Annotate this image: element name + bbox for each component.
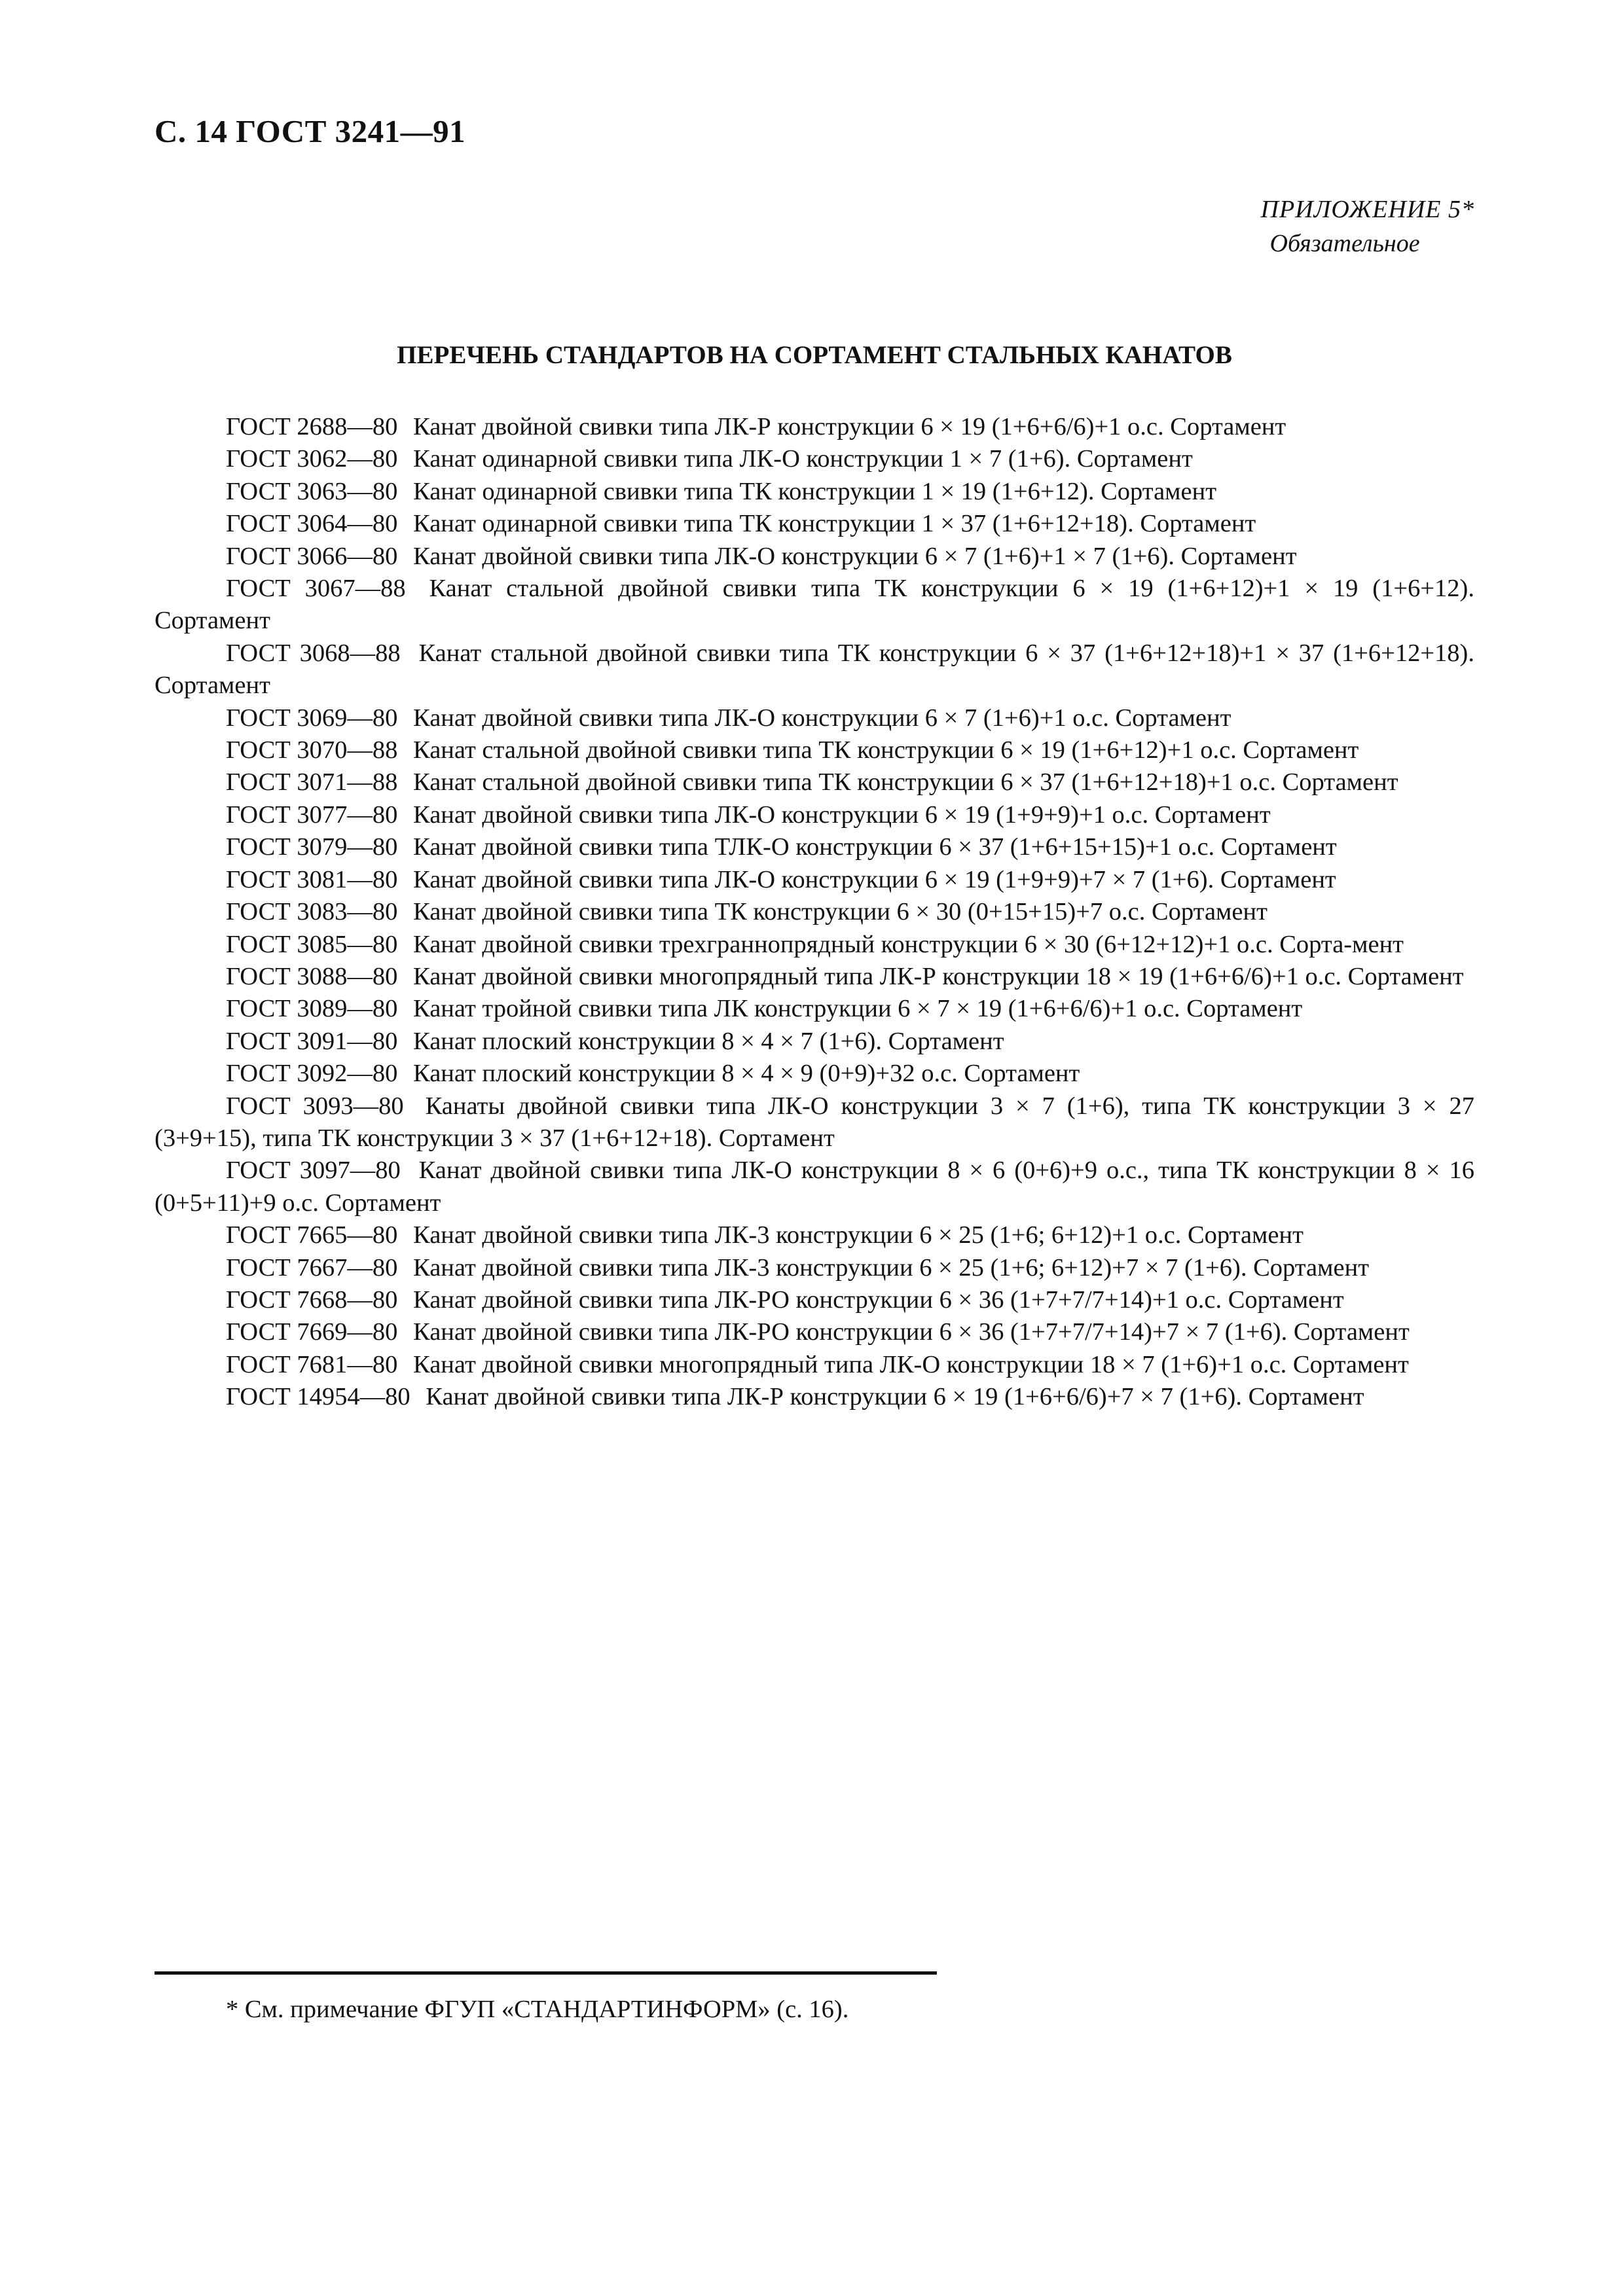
standard-description: Канат одинарной свивки типа ЛК-О конструкции 1 × 7 (1+6). Сортамент [413,445,1193,473]
standard-code: ГОСТ 3083—80 [226,898,398,926]
standard-code: ГОСТ 3062—80 [226,445,398,473]
standard-entry [155,702,1474,734]
standard-entry [155,831,1474,863]
standard-code: ГОСТ 3081—80 [226,865,398,893]
standard-entry [155,961,1474,993]
standard-description: Канат двойной свивки типа ЛК-О конструкции 6 × 7 (1+6)+1 × 7 (1+6). Сортамент [413,542,1297,570]
standard-entry [155,1284,1474,1316]
standard-entry [155,573,1474,637]
standard-entry [155,476,1474,508]
standard-entry [155,1381,1474,1413]
standard-entry [155,1155,1474,1219]
standard-entry [155,508,1474,540]
standard-description: Канат одинарной свивки типа ТК конструкции 1 × 37 (1+6+12+18). Сортамент [413,510,1256,538]
footnote: * См. примечание ФГУП «СТАНДАРТИНФОРМ» (с. 16). [226,1996,849,2023]
standard-code: ГОСТ 3088—80 [226,962,398,990]
standard-code: ГОСТ 3068—88 [226,639,401,667]
standard-code: ГОСТ 7669—80 [226,1318,398,1346]
standard-description: Канат двойной свивки трехграннопрядный конструкции 6 × 30 (6+12+12)+1 о.с. Сорта-мент [413,930,1404,958]
standard-description: Канат двойной свивки типа ЛК-О конструкции 6 × 7 (1+6)+1 о.с. Сортамент [413,704,1231,732]
standard-code: ГОСТ 7665—80 [226,1221,398,1249]
standard-code: ГОСТ 3077—80 [226,800,398,829]
standard-code: ГОСТ 3067—88 [226,575,406,603]
standard-code: ГОСТ 3070—88 [226,736,398,764]
standard-description: Канат двойной свивки типа ЛК-3 конструкции 6 × 25 (1+6; 6+12)+1 о.с. Сортамент [413,1221,1304,1249]
standard-description: Канат двойной свивки типа ТК конструкции 6 × 30 (0+15+15)+7 о.с. Сортамент [413,898,1267,926]
standard-entry [155,1219,1474,1251]
standards-list [155,411,1474,1414]
standard-entry [155,864,1474,896]
running-head: С. 14 ГОСТ 3241—91 [155,113,466,149]
standard-description: Канат стальной двойной свивки типа ТК конструкции 6 × 37 (1+6+12+18)+1 × 37 (1+6+12+18). Сортамент [155,639,1474,700]
standard-code: ГОСТ 14954—80 [226,1383,410,1411]
standard-code: ГОСТ 3092—80 [226,1060,398,1088]
standard-description: Канат одинарной свивки типа ТК конструкции 1 × 19 (1+6+12). Сортамент [413,477,1217,505]
standard-code: ГОСТ 3091—80 [226,1027,398,1055]
standard-code: ГОСТ 2688—80 [226,413,398,440]
standard-description: Канат двойной свивки типа ЛК-О конструкции 6 × 19 (1+9+9)+1 о.с. Сортамент [413,800,1271,829]
standard-description: Канат двойной свивки многопрядный типа ЛК-О конструкции 18 × 7 (1+6)+1 о.с. Сортамент [413,1350,1409,1378]
document-title: ПЕРЕЧЕНЬ СТАНДАРТОВ НА СОРТАМЕНТ СТАЛЬНЫХ КАНАТОВ [397,341,1232,369]
standard-code: ГОСТ 3093—80 [226,1092,404,1120]
standard-entry [155,896,1474,928]
standard-entry [155,637,1474,702]
standard-code: ГОСТ 3071—88 [226,768,398,797]
standard-entry [155,1349,1474,1381]
standard-code: ГОСТ 3064—80 [226,510,398,538]
standard-code: ГОСТ 3069—80 [226,704,398,732]
standard-code: ГОСТ 3079—80 [226,833,398,861]
standard-entry [155,734,1474,766]
standard-description: Канаты двойной свивки типа ЛК-О конструкции 3 × 7 (1+6), типа ТК конструкции 3 × 27 (3+9+15), типа ТК конструкции 3 × 37 (1+6+12+18). Сортамент [155,1092,1474,1152]
standard-entry [155,1090,1474,1155]
standard-description: Канат двойной свивки типа ЛК-РО конструкции 6 × 36 (1+7+7/7+14)+1 о.с. Сортамент [413,1285,1344,1314]
standard-entry [155,541,1474,573]
standard-code: ГОСТ 7667—80 [226,1253,398,1282]
standard-entry [155,1058,1474,1090]
standard-description: Канат стальной двойной свивки типа ТК конструкции 6 × 37 (1+6+12+18)+1 о.с. Сортамент [413,768,1398,797]
standard-code: ГОСТ 3089—80 [226,995,398,1023]
standard-description: Канат двойной свивки типа ЛК-Р конструкции 6 × 19 (1+6+6/6)+1 о.с. Сортамент [413,413,1286,440]
standard-code: ГОСТ 3066—80 [226,542,398,570]
standard-description: Канат двойной свивки типа ЛК-РО конструкции 6 × 36 (1+7+7/7+14)+7 × 7 (1+6). Сортамент [413,1318,1410,1346]
standard-entry [155,799,1474,831]
standard-description: Канат двойной свивки типа ЛК-Р конструкции 6 × 19 (1+6+6/6)+7 × 7 (1+6). Сортамент [426,1383,1364,1411]
standard-code: ГОСТ 7668—80 [226,1285,398,1314]
standard-description: Канат стальной двойной свивки типа ТК конструкции 6 × 19 (1+6+12)+1 о.с. Сортамент [413,736,1359,764]
standard-code: ГОСТ 3063—80 [226,477,398,505]
standard-code: ГОСТ 3085—80 [226,930,398,958]
standard-description: Канат двойной свивки типа ЛК-3 конструкции 6 × 25 (1+6; 6+12)+7 × 7 (1+6). Сортамент [413,1253,1370,1282]
standard-description: Канат двойной свивки типа ЛК-О конструкции 8 × 6 (0+6)+9 о.с., типа ТК конструкции 8 × 16 (0+5+11)+9 о.с. Сортамент [155,1157,1474,1217]
footnote-divider [155,1971,937,1975]
standard-description: Канат плоский конструкции 8 × 4 × 9 (0+9)+32 о.с. Сортамент [413,1060,1080,1088]
standard-description: Канат двойной свивки типа ЛК-О конструкции 6 × 19 (1+9+9)+7 × 7 (1+6). Сортамент [413,865,1336,893]
standard-description: Канат стальной двойной свивки типа ТК конструкции 6 × 19 (1+6+12)+1 × 19 (1+6+12). Сортамент [155,575,1474,635]
standard-entry [155,766,1474,798]
standard-entry [155,929,1474,961]
standard-description: Канат двойной свивки типа ТЛК-О конструкции 6 × 37 (1+6+15+15)+1 о.с. Сортамент [413,833,1337,861]
standard-entry [155,993,1474,1025]
standard-description: Канат двойной свивки многопрядный типа ЛК-Р конструкции 18 × 19 (1+6+6/6)+1 о.с. Сортамент [413,962,1464,990]
standard-code: ГОСТ 3097—80 [226,1157,401,1185]
standard-entry [155,1316,1474,1348]
standard-code: ГОСТ 7681—80 [226,1350,398,1378]
appendix-status: Обязательное [1269,230,1420,257]
standard-entry [155,1026,1474,1058]
standard-entry [155,411,1474,443]
appendix-block [1261,192,1474,260]
standard-entry [155,1252,1474,1284]
appendix-label: ПРИЛОЖЕНИЕ 5* [1260,196,1474,223]
standard-description: Канат тройной свивки типа ЛК конструкции 6 × 7 × 19 (1+6+6/6)+1 о.с. Сортамент [413,995,1303,1023]
standard-entry [155,443,1474,475]
standard-description: Канат плоский конструкции 8 × 4 × 7 (1+6). Сортамент [413,1027,1004,1055]
